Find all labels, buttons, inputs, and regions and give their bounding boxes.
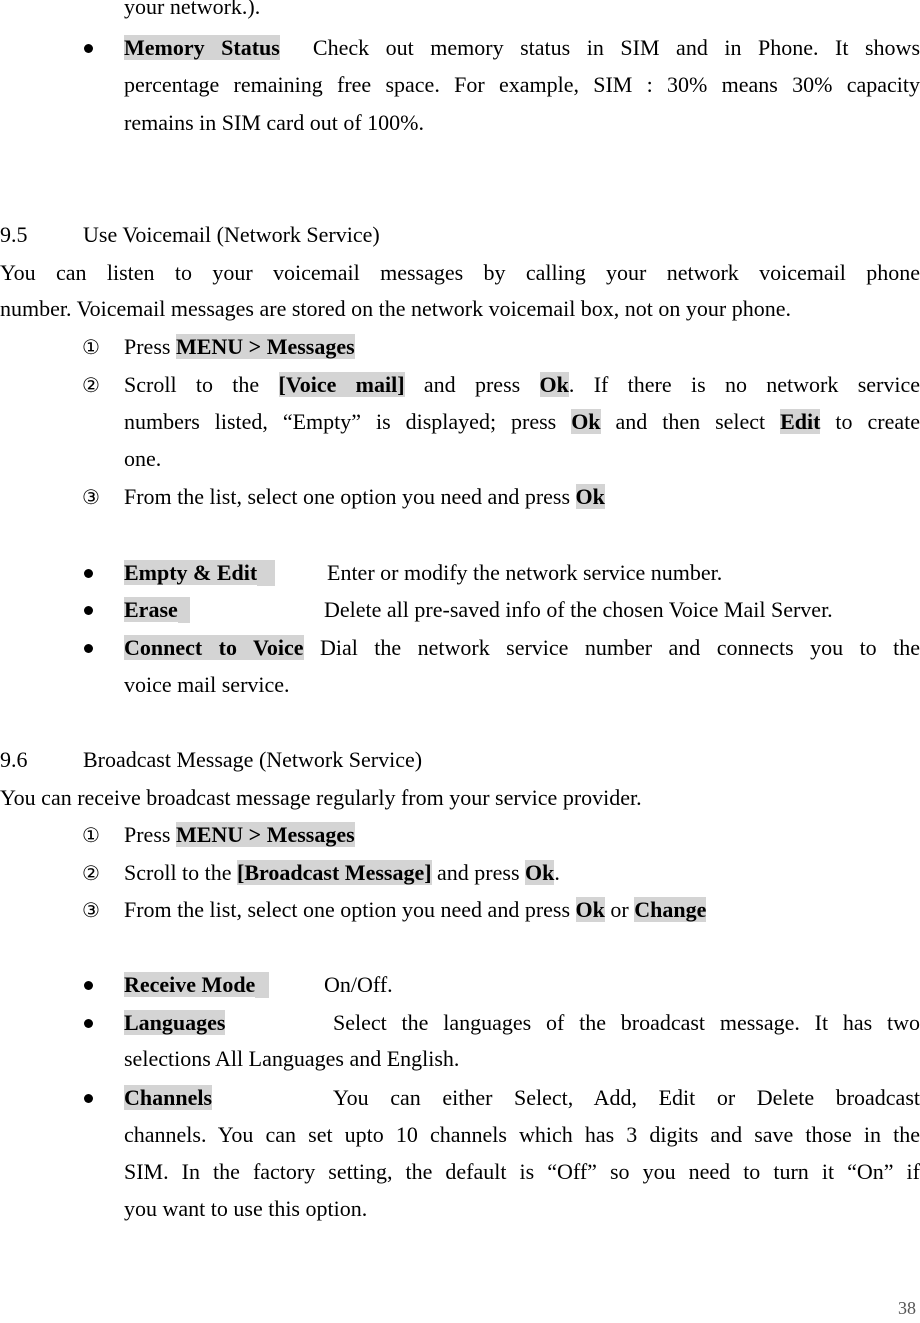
bullet-icon <box>84 606 93 615</box>
voicemail-step-2-line2: numbers listed, “Empty” is displayed; press Ok and then select Edit to create <box>124 409 920 434</box>
memory-status-line3: remains in SIM card out of 100%. <box>124 110 424 135</box>
option-languages-desc: Select the languages of the broadcast message. It has two <box>333 1010 920 1035</box>
option-channels-desc: You can either Select, Add, Edit or Delete broadcast <box>333 1085 920 1110</box>
change-key: Change <box>634 897 707 922</box>
ok-key: Ok <box>539 372 569 397</box>
step-marker: ③ <box>82 898 100 922</box>
section-number-9-5: 9.5 <box>0 222 28 247</box>
option-receive-mode <box>124 972 269 998</box>
option-connect-voice: Connect to Voice Dial the network service number and connects you to the <box>124 635 920 660</box>
intro-tail: your network.). <box>124 0 261 19</box>
step-marker: ② <box>82 861 100 885</box>
section-number-9-6: 9.6 <box>0 747 28 772</box>
voicemail-desc-line2: number. Voicemail messages are stored on the network voicemail box, not on your phone. <box>0 296 792 321</box>
ok-key: Ok <box>575 897 605 922</box>
ok-key: Ok <box>525 860 555 885</box>
step-marker: ③ <box>82 485 100 509</box>
option-label: Erase <box>124 597 178 622</box>
option-empty-edit <box>124 560 275 586</box>
option-connect-voice-line2: voice mail service. <box>124 672 290 697</box>
step-marker: ② <box>82 373 100 397</box>
memory-status-line2: percentage remaining free space. For example, SIM : 30% means 30% capacity <box>124 72 920 97</box>
menu-messages-key: MENU > Messages <box>175 334 355 359</box>
option-channels <box>124 1085 212 1111</box>
step-marker: ① <box>82 335 100 359</box>
option-erase-desc: Delete all pre-saved info of the chosen Voice Mail Server. <box>324 597 833 622</box>
option-label: Connect to Voice <box>124 635 304 660</box>
voicemail-step-3: From the list, select one option you need and press Ok <box>124 484 605 509</box>
ok-key: Ok <box>571 409 601 434</box>
page-number: 38 <box>898 1298 916 1318</box>
broadcast-step-2: Scroll to the [Broadcast Message] and press Ok. <box>124 860 560 885</box>
ok-key: Ok <box>575 484 605 509</box>
memory-status-desc: Check out memory status in SIM and in Phone. It shows <box>312 35 920 60</box>
broadcast-step-3: From the list, select one option you need and press Ok or Change <box>124 897 707 922</box>
broadcast-desc: You can receive broadcast message regularly from your service provider. <box>0 785 642 810</box>
option-channels-line4: you want to use this option. <box>124 1196 368 1221</box>
option-erase <box>124 597 190 623</box>
menu-messages-key: MENU > Messages <box>175 822 355 847</box>
option-channels-line2: channels. You can set upto 10 channels which has 3 digits and save those in the <box>124 1122 920 1147</box>
bullet-icon <box>84 569 93 578</box>
voice-mail-key: [Voice mail] <box>278 372 405 397</box>
bullet-icon <box>84 644 93 653</box>
memory-status-label: Memory Status <box>124 35 280 60</box>
option-label: Empty & Edit <box>124 560 258 585</box>
voicemail-desc-line1: You can listen to your voicemail messages by calling your network voicemail phone <box>0 260 920 285</box>
option-label: Channels <box>124 1085 213 1110</box>
voicemail-step-1: Press MENU > Messages <box>124 334 355 359</box>
voicemail-step-2-line3: one. <box>124 446 162 471</box>
bullet-icon <box>84 44 93 53</box>
voicemail-step-2-line1: Scroll to the [Voice mail] and press Ok. If there is no network service <box>124 372 920 397</box>
section-title-voicemail: Use Voicemail (Network Service) <box>83 222 380 247</box>
option-languages-line2: selections All Languages and English. <box>124 1046 460 1071</box>
step-marker: ① <box>82 823 100 847</box>
option-receive-mode-desc: On/Off. <box>324 972 393 997</box>
bullet-icon <box>84 981 93 990</box>
broadcast-message-key: [Broadcast Message] <box>237 860 432 885</box>
section-title-broadcast: Broadcast Message (Network Service) <box>83 747 423 772</box>
option-empty-edit-desc: Enter or modify the network service number. <box>327 560 723 585</box>
bullet-icon <box>84 1019 93 1028</box>
edit-key: Edit <box>780 409 821 434</box>
option-channels-line3: SIM. In the factory setting, the default is “Off” so you need to turn it “On” if <box>124 1159 920 1184</box>
option-label: Receive Mode <box>124 972 256 997</box>
option-languages <box>124 1010 225 1036</box>
option-label: Languages <box>124 1010 226 1035</box>
memory-status-line1 <box>124 35 920 61</box>
broadcast-step-1: Press MENU > Messages <box>124 822 355 847</box>
bullet-icon <box>84 1094 93 1103</box>
